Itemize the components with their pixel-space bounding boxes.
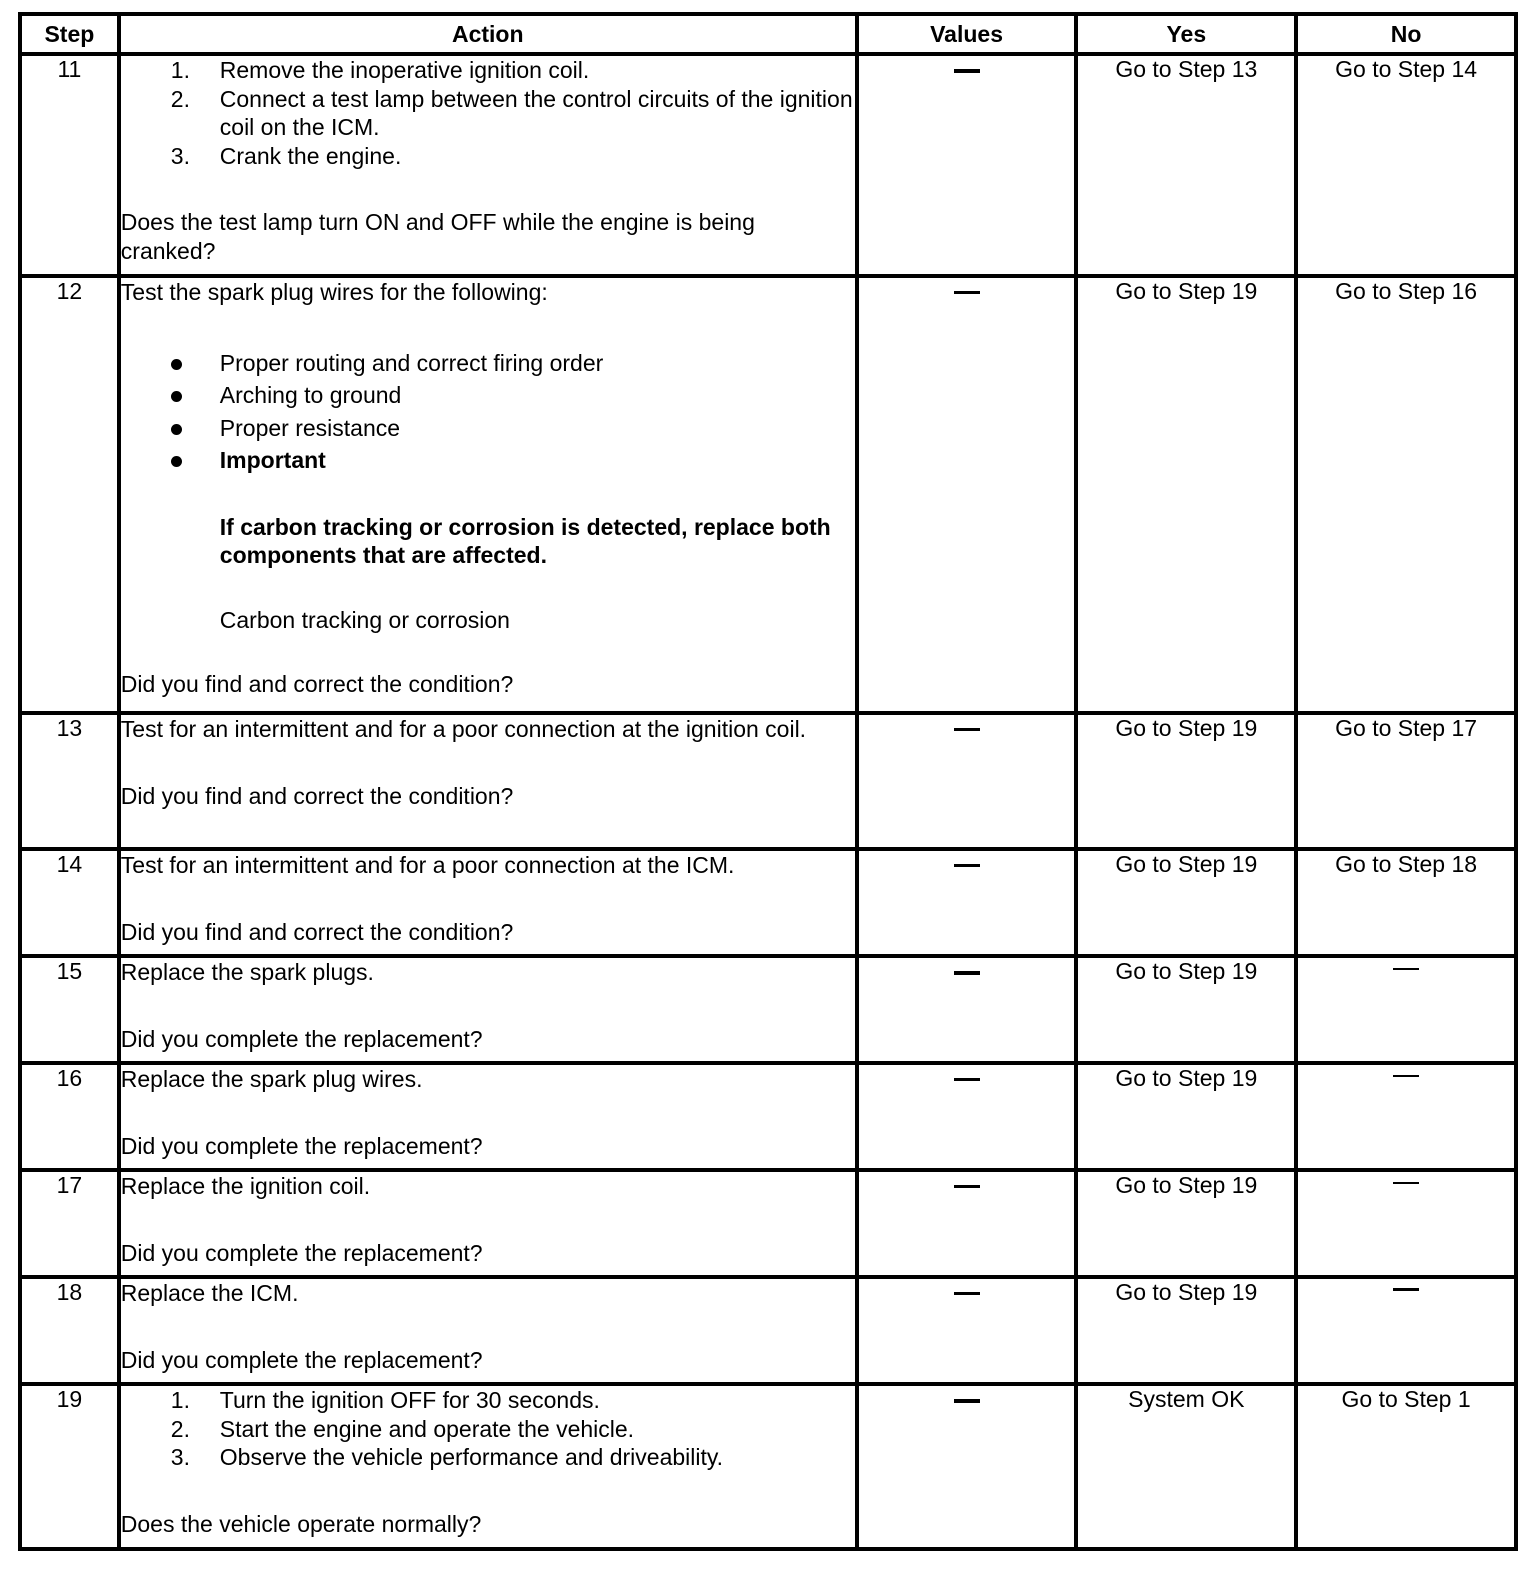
action-cell <box>119 276 857 713</box>
action-text: Replace the spark plug wires. <box>120 1066 423 1092</box>
step-number: 16 <box>20 1063 119 1170</box>
list-item: Important <box>121 444 855 477</box>
no-cell: Go to Step 18 <box>1296 849 1516 956</box>
header-no: No <box>1296 14 1516 54</box>
action-text: Replace the ICM. <box>120 1280 299 1306</box>
list-item: 1. Remove the inoperative ignition coil. <box>170 57 590 83</box>
action-text: Replace the ignition coil. <box>120 1173 371 1199</box>
list-item: 3. Observe the vehicle performance and driveability. <box>170 1444 724 1470</box>
action-cell <box>119 713 857 849</box>
numbered-list <box>121 1386 855 1472</box>
action-cell <box>119 849 857 956</box>
dash-icon <box>954 1292 980 1295</box>
table-row <box>20 849 1516 956</box>
action-cell <box>119 54 857 276</box>
values-cell <box>857 1170 1077 1277</box>
header-action: Action <box>119 14 857 54</box>
intro-text: Test the spark plug wires for the following: <box>120 279 548 305</box>
step-number: 11 <box>20 54 119 276</box>
dash-icon <box>954 1185 980 1188</box>
bullet-icon <box>171 359 182 370</box>
header-step: Step <box>20 14 119 54</box>
step-number: 18 <box>20 1277 119 1384</box>
numbered-list <box>121 56 855 170</box>
table-row <box>20 956 1516 1063</box>
yes-cell: Go to Step 19 <box>1076 1063 1296 1170</box>
no-cell: Go to Step 16 <box>1296 276 1516 713</box>
yes-cell: Go to Step 19 <box>1076 713 1296 849</box>
question-text: Did you complete the replacement? <box>120 1132 483 1159</box>
table-row <box>20 713 1516 849</box>
dash-icon <box>954 291 980 294</box>
list-item: Proper routing and correct firing order <box>121 347 855 380</box>
dash-icon <box>1393 1075 1419 1077</box>
no-cell <box>1296 1170 1516 1277</box>
dash-icon <box>1393 1182 1419 1184</box>
step-number: 19 <box>20 1384 119 1549</box>
action-cell <box>119 956 857 1063</box>
question-text: Did you complete the replacement? <box>120 1025 483 1052</box>
yes-cell: System OK <box>1076 1384 1296 1549</box>
table-row <box>20 1063 1516 1170</box>
question-text: Does the vehicle operate normally? <box>120 1510 482 1537</box>
yes-cell: Go to Step 19 <box>1076 1170 1296 1277</box>
action-cell <box>119 1063 857 1170</box>
question-text: Does the test lamp turn ON and OFF while the engine is being cranked? <box>120 209 755 264</box>
extra-text: Carbon tracking or corrosion <box>219 606 510 633</box>
list-item: 2. Connect a test lamp between the control circuits of the ignition coil on the ICM. <box>170 85 853 140</box>
diagnostic-table <box>18 12 1518 1551</box>
dash-icon <box>954 69 980 73</box>
yes-cell: Go to Step 19 <box>1076 1277 1296 1384</box>
yes-cell: Go to Step 13 <box>1076 54 1296 276</box>
dash-icon <box>1393 1288 1419 1291</box>
question-text: Did you find and correct the condition? <box>120 782 514 809</box>
yes-cell: Go to Step 19 <box>1076 849 1296 956</box>
step-number: 15 <box>20 956 119 1063</box>
list-item: 2. Start the engine and operate the vehicle. <box>170 1415 635 1442</box>
values-cell <box>857 1384 1077 1549</box>
list-item: 1. Turn the ignition OFF for 30 seconds. <box>170 1387 600 1413</box>
dash-icon <box>954 864 980 867</box>
step-number: 17 <box>20 1170 119 1277</box>
values-cell <box>857 1277 1077 1384</box>
no-cell <box>1296 1063 1516 1170</box>
no-cell: Go to Step 1 <box>1296 1384 1516 1549</box>
action-text: Test for an intermittent and for a poor connection at the ignition coil. <box>120 716 807 742</box>
question-text: Did you complete the replacement? <box>120 1346 483 1373</box>
step-number: 13 <box>20 713 119 849</box>
table-row <box>20 1277 1516 1384</box>
question-text: Did you find and correct the condition? <box>120 918 514 945</box>
bullet-icon <box>171 456 182 467</box>
action-cell <box>119 1277 857 1384</box>
dash-icon <box>954 1399 980 1403</box>
action-cell <box>119 1170 857 1277</box>
action-cell <box>119 1384 857 1549</box>
list-item: 3. Crank the engine. <box>170 142 402 169</box>
question-text: Did you complete the replacement? <box>120 1239 483 1266</box>
values-cell <box>857 956 1077 1063</box>
yes-cell: Go to Step 19 <box>1076 956 1296 1063</box>
bullet-list <box>121 347 855 477</box>
bullet-icon <box>171 424 182 435</box>
no-cell <box>1296 1277 1516 1384</box>
yes-cell: Go to Step 19 <box>1076 276 1296 713</box>
header-values: Values <box>857 14 1077 54</box>
values-cell <box>857 54 1077 276</box>
action-text: Replace the spark plugs. <box>120 959 374 985</box>
dash-icon <box>954 1078 980 1081</box>
no-cell <box>1296 956 1516 1063</box>
step-number: 12 <box>20 276 119 713</box>
list-item: Arching to ground <box>121 379 855 412</box>
header-yes: Yes <box>1076 14 1296 54</box>
action-text: Test for an intermittent and for a poor connection at the ICM. <box>120 852 735 878</box>
values-cell <box>857 1063 1077 1170</box>
important-note: If carbon tracking or corrosion is detected, replace both components that are affected. <box>219 513 831 568</box>
header-row <box>20 14 1516 54</box>
table-row <box>20 1170 1516 1277</box>
table-row <box>20 276 1516 713</box>
dash-icon <box>954 971 980 975</box>
no-cell: Go to Step 17 <box>1296 713 1516 849</box>
step-number: 14 <box>20 849 119 956</box>
dash-icon <box>954 728 980 731</box>
values-cell <box>857 276 1077 713</box>
no-cell: Go to Step 14 <box>1296 54 1516 276</box>
bullet-icon <box>171 391 182 402</box>
table-row <box>20 54 1516 276</box>
dash-icon <box>1393 968 1419 970</box>
values-cell <box>857 713 1077 849</box>
values-cell <box>857 849 1077 956</box>
table-row <box>20 1384 1516 1549</box>
list-item: Proper resistance <box>121 412 855 445</box>
question-text: Did you find and correct the condition? <box>120 671 514 697</box>
